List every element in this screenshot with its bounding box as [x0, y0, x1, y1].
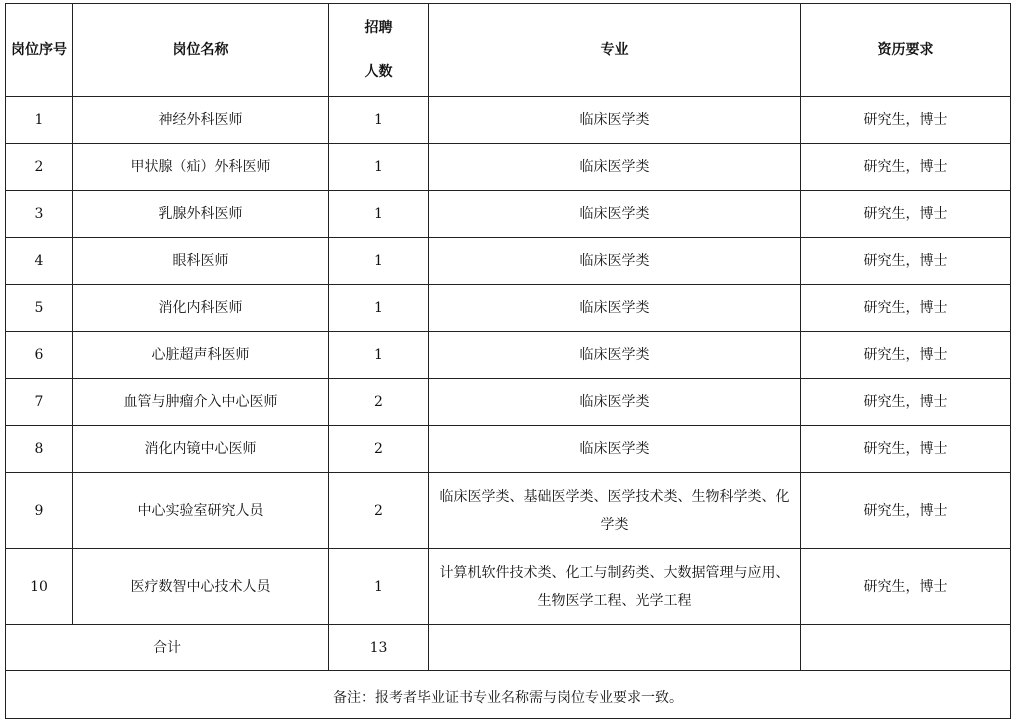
- header-edu: 资历要求: [801, 4, 1011, 97]
- total-count: 13: [329, 625, 429, 671]
- header-seq: 岗位序号: [6, 4, 73, 97]
- cell-name: 乳腺外科医师: [73, 191, 329, 238]
- cell-count: 1: [329, 97, 429, 144]
- cell-count: 1: [329, 238, 429, 285]
- cell-edu: 研究生，博士: [801, 144, 1011, 191]
- cell-name: 神经外科医师: [73, 97, 329, 144]
- cell-name: 中心实验室研究人员: [73, 473, 329, 549]
- cell-edu: 研究生，博士: [801, 332, 1011, 379]
- cell-edu: 研究生，博士: [801, 285, 1011, 332]
- note-row: [6, 671, 1011, 719]
- cell-seq: 7: [6, 379, 73, 426]
- table-row: [6, 191, 1011, 238]
- cell-edu: 研究生，博士: [801, 191, 1011, 238]
- cell-seq: 5: [6, 285, 73, 332]
- cell-seq: 4: [6, 238, 73, 285]
- cell-edu: 研究生，博士: [801, 426, 1011, 473]
- cell-count: 2: [329, 379, 429, 426]
- total-row: [6, 625, 1011, 671]
- cell-major: 临床医学类: [429, 379, 801, 426]
- cell-major: 临床医学类: [429, 97, 801, 144]
- header-count-line1: 招聘: [364, 20, 393, 36]
- table-row: [6, 549, 1011, 625]
- cell-name: 甲状腺（疝）外科医师: [73, 144, 329, 191]
- cell-major: 临床医学类: [429, 238, 801, 285]
- header-name: 岗位名称: [73, 4, 329, 97]
- cell-major: 临床医学类: [429, 332, 801, 379]
- cell-edu: 研究生，博士: [801, 379, 1011, 426]
- table-row: [6, 332, 1011, 379]
- table-row: [6, 97, 1011, 144]
- header-major: 专业: [429, 4, 801, 97]
- cell-seq: 1: [6, 97, 73, 144]
- cell-major: 临床医学类: [429, 285, 801, 332]
- cell-edu: 研究生，博士: [801, 473, 1011, 549]
- cell-name: 血管与肿瘤介入中心医师: [73, 379, 329, 426]
- table-row: [6, 379, 1011, 426]
- header-row: [6, 4, 1011, 97]
- cell-name: 消化内镜中心医师: [73, 426, 329, 473]
- table-row: [6, 426, 1011, 473]
- footnote: 备注：报考者毕业证书专业名称需与岗位专业要求一致。: [6, 671, 1011, 719]
- cell-name: 眼科医师: [73, 238, 329, 285]
- cell-major: 计算机软件技术类、化工与制药类、大数据管理与应用、生物医学工程、光学工程: [429, 549, 801, 625]
- cell-count: 1: [329, 285, 429, 332]
- cell-name: 心脏超声科医师: [73, 332, 329, 379]
- cell-edu: 研究生，博士: [801, 549, 1011, 625]
- cell-count: 2: [329, 473, 429, 549]
- cell-count: 1: [329, 332, 429, 379]
- cell-major: 临床医学类、基础医学类、医学技术类、生物科学类、化学类: [429, 473, 801, 549]
- cell-major: 临床医学类: [429, 191, 801, 238]
- cell-seq: 6: [6, 332, 73, 379]
- cell-seq: 2: [6, 144, 73, 191]
- cell-count: 1: [329, 549, 429, 625]
- table-row: [6, 473, 1011, 549]
- cell-count: 1: [329, 144, 429, 191]
- table-row: [6, 144, 1011, 191]
- header-count: [329, 4, 429, 97]
- cell-edu: 研究生，博士: [801, 238, 1011, 285]
- total-label: 合计: [6, 625, 329, 671]
- total-edu-empty: [801, 625, 1011, 671]
- cell-edu: 研究生，博士: [801, 97, 1011, 144]
- cell-count: 2: [329, 426, 429, 473]
- table-row: [6, 238, 1011, 285]
- cell-count: 1: [329, 191, 429, 238]
- table-row: [6, 285, 1011, 332]
- cell-name: 医疗数智中心技术人员: [73, 549, 329, 625]
- cell-name: 消化内科医师: [73, 285, 329, 332]
- cell-seq: 3: [6, 191, 73, 238]
- cell-seq: 9: [6, 473, 73, 549]
- cell-major: 临床医学类: [429, 426, 801, 473]
- recruitment-table: [5, 3, 1011, 719]
- header-count-line2: 人数: [364, 64, 393, 80]
- cell-seq: 10: [6, 549, 73, 625]
- total-major-empty: [429, 625, 801, 671]
- cell-major: 临床医学类: [429, 144, 801, 191]
- cell-seq: 8: [6, 426, 73, 473]
